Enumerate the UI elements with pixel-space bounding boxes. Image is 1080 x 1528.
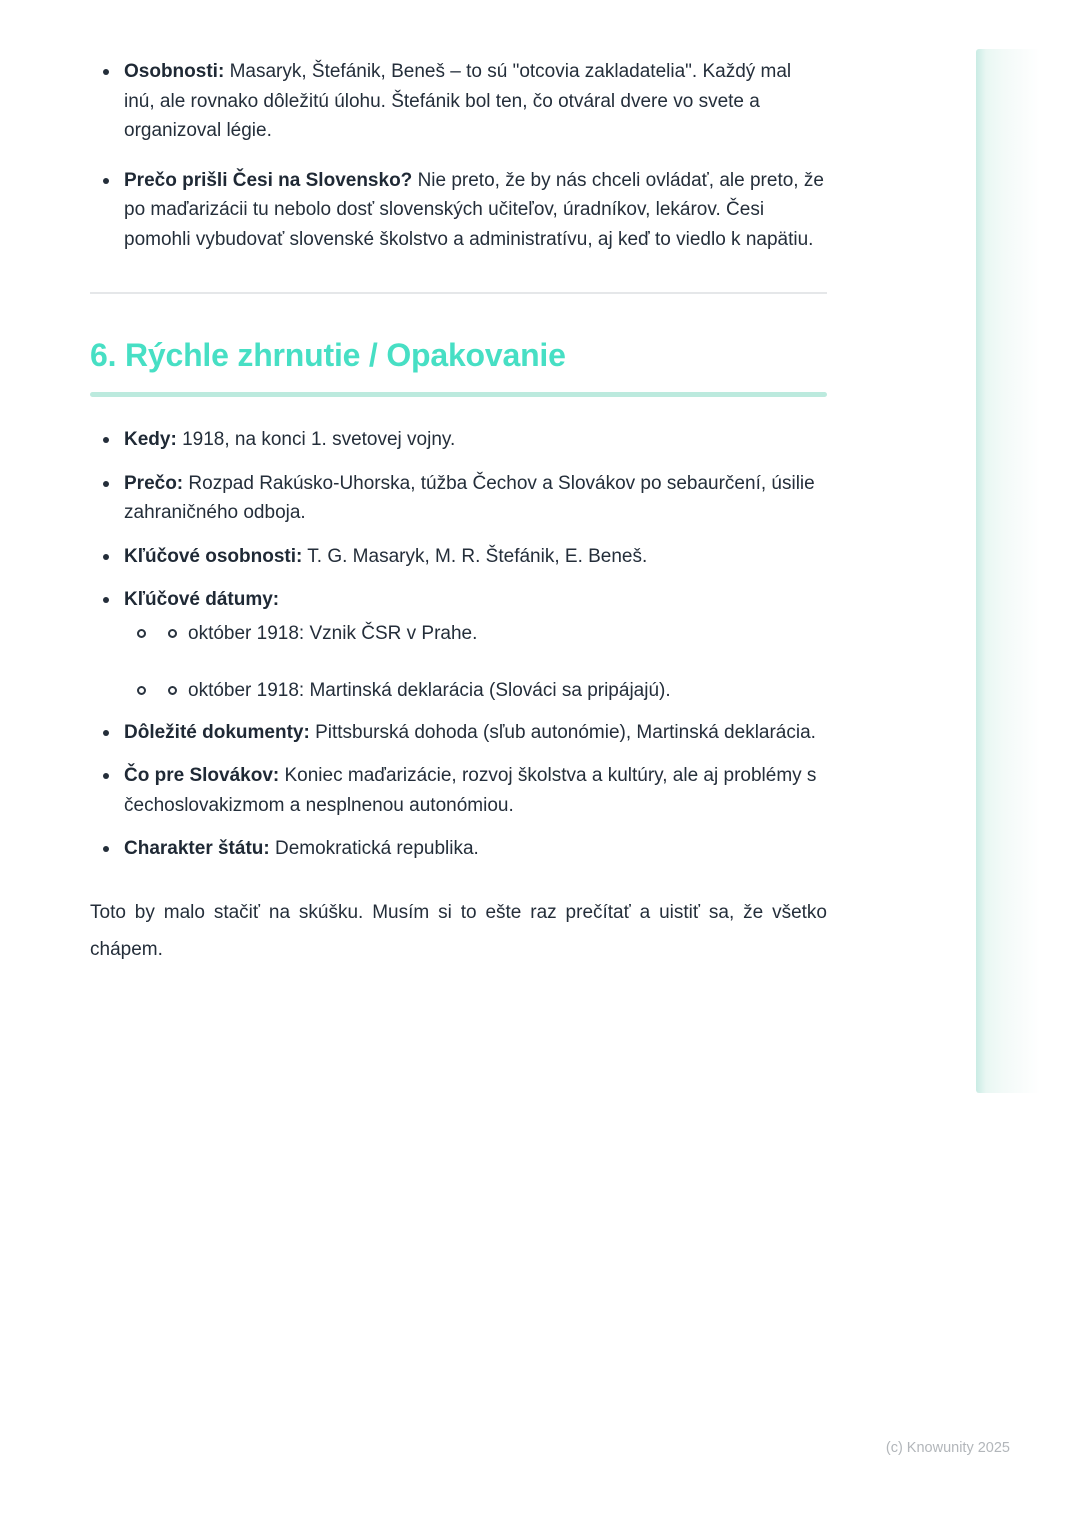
bullet-icon xyxy=(103,730,109,736)
list-item-text: 1918, na konci 1. svetovej vojny. xyxy=(182,429,456,450)
list-item-text: Pittsburská dohoda (sľub autonómie), Martinská deklarácia. xyxy=(315,721,816,743)
circle-bullet-icon xyxy=(168,629,177,638)
bullet-icon xyxy=(103,846,109,852)
list-item-label: Dôležité dokumenty: xyxy=(124,721,310,743)
bullet-icon xyxy=(103,437,109,443)
bullet-icon xyxy=(103,597,109,603)
circle-bullet-icon xyxy=(137,629,146,638)
bullet-icon xyxy=(103,773,109,779)
list-item xyxy=(90,585,827,706)
section-heading: 6. Rýchle zhrnutie / Opakovanie xyxy=(90,337,566,373)
list-item-label: Charakter štátu: xyxy=(124,838,270,859)
list-item-text: Masaryk, Štefánik, Beneš – to sú "otcovia zakladatelia". Každý mal inú, ale rovnako dôležitú úlohu. Štefánik bol ten, čo otváral dvere vo svete a organizoval légie. xyxy=(124,61,792,141)
intro-bullet-list xyxy=(90,57,827,254)
list-item-label: Čo pre Slovákov: xyxy=(124,765,280,786)
page-edge-accent-band xyxy=(976,49,1080,1093)
list-item xyxy=(90,834,827,864)
circle-bullet-icon xyxy=(168,686,177,695)
list-item-label: Kľúčové dátumy: xyxy=(124,589,280,610)
list-item xyxy=(90,166,827,255)
list-item-label: Kľúčové osobnosti: xyxy=(124,545,303,567)
nested-list-item-text: október 1918: Vznik ČSR v Prahe. xyxy=(188,622,478,644)
nested-list-item xyxy=(124,619,827,649)
list-item-text: Rozpad Rakúsko-Uhorska, túžba Čechov a Slovákov po sebaurčení, úsilie zahraničného odboja. xyxy=(124,472,815,523)
list-item-label: Osobnosti: xyxy=(124,61,225,82)
list-item-label: Kedy: xyxy=(124,429,177,450)
bullet-icon xyxy=(103,481,109,487)
nested-list-item-text: október 1918: Martinská deklarácia (Slováci sa pripájajú). xyxy=(188,680,671,701)
heading-underline xyxy=(90,392,827,397)
bullet-icon xyxy=(103,69,109,75)
list-item-text: Koniec maďarizácie, rozvoj školstva a kultúry, ale aj problémy s čechoslovakizmom a nesplnenou autonómiou. xyxy=(124,765,817,816)
closing-paragraph: Toto by malo stačiť na skúšku. Musím si to ešte raz prečítať a uistiť sa, že všetko chápem. xyxy=(90,901,827,960)
summary-bullet-list xyxy=(90,425,827,864)
list-item-text: Demokratická republika. xyxy=(275,838,479,859)
list-item xyxy=(90,542,827,572)
list-item xyxy=(90,761,827,820)
list-item-label: Prečo prišli Česi na Slovensko? xyxy=(124,169,413,191)
list-item xyxy=(90,57,827,146)
circle-bullet-icon xyxy=(137,686,146,695)
list-item-text: Nie preto, že by nás chceli ovládať, ale preto, že po maďarizácii tu nebolo dosť slovenských učiteľov, úradníkov, lekárov. Česi pomohli vybudovať slovenské školstvo a administratívu, aj keď to viedlo k napätiu. xyxy=(124,169,824,250)
list-item xyxy=(90,718,827,748)
list-item-label: Prečo: xyxy=(124,472,184,494)
list-item-text: T. G. Masaryk, M. R. Štefánik, E. Beneš. xyxy=(307,545,648,567)
list-item xyxy=(90,425,827,455)
section-divider xyxy=(90,292,827,294)
footer-copyright: (c) Knowunity 2025 xyxy=(885,1440,1010,1456)
bullet-icon xyxy=(103,178,109,184)
page-content xyxy=(90,57,827,968)
nested-list-item xyxy=(124,676,827,706)
list-item xyxy=(90,469,827,528)
nested-list xyxy=(124,619,827,706)
bullet-icon xyxy=(103,554,109,560)
